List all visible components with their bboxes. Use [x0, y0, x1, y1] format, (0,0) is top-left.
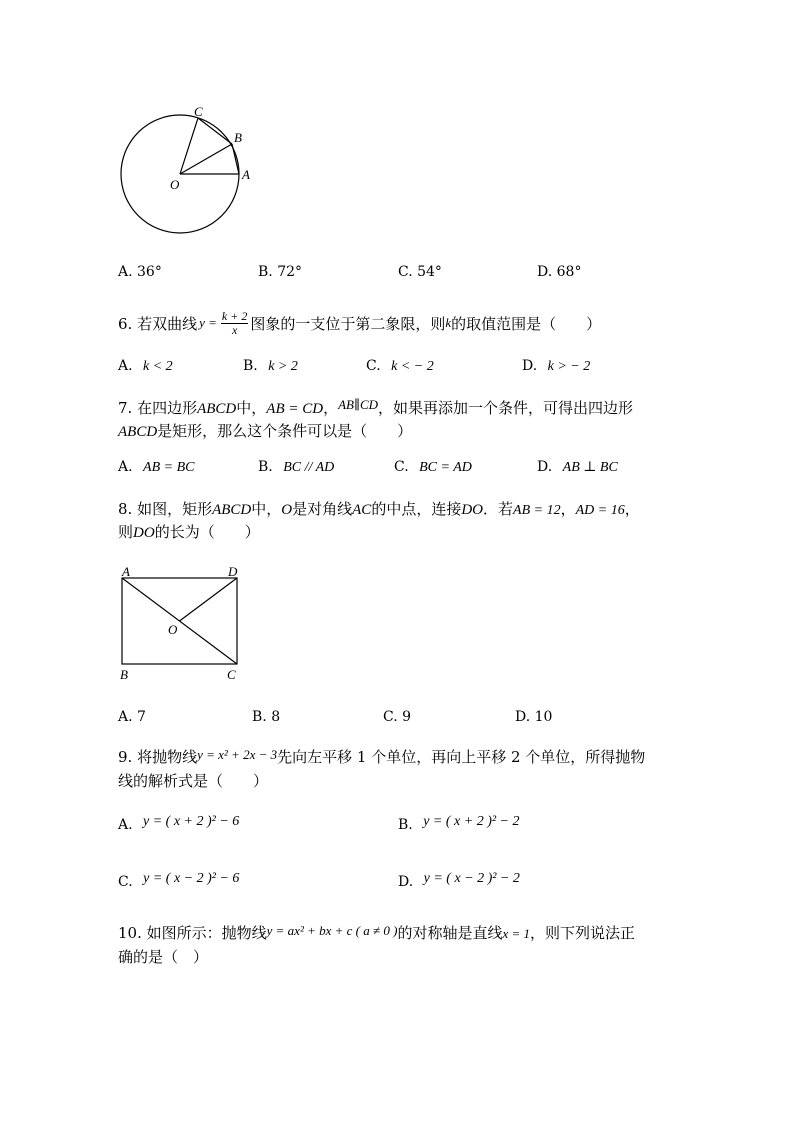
label-a: A [122, 564, 130, 579]
q5-option-a: A. 36° [118, 264, 162, 280]
q8-stem-line1: 8. 如图，矩形ABCD中，O是对角线AC的中点，连接DO．若AB = 12，AD = 16， [118, 500, 640, 518]
q7-option-d: D. AB ⊥ BC [537, 459, 618, 475]
q7-option-c: C. BC = AD [394, 459, 472, 475]
rectangle-figure [114, 562, 254, 686]
chord-ba [232, 144, 239, 174]
q9-option-a: A. y = ( x + 2 )² − 6 [118, 814, 240, 833]
q8-option-c: C. 9 [383, 709, 412, 725]
q9-stem-line1: 9. 将抛物线y = x² + 2x − 3先向左平移 1 个单位，再向上平移 2 个单位，所得抛物 [118, 747, 646, 766]
q10-stem-line1: 10. 如图所示：抛物线y = ax² + bx + c ( a ≠ 0 )的对称轴是直线x = 1，则下列说法正 [118, 923, 636, 942]
q7-stem-line1: 7. 在四边形ABCD中，AB = CD，AB∥CD，如果再添加一个条件，可得出四边形 [118, 397, 634, 417]
label-a: A [242, 167, 250, 182]
q8-option-a: A. 7 [118, 709, 146, 725]
q9-stem-line2: 线的解析式是（ ） [118, 772, 269, 790]
q6-fraction: $\frac{k + 2}{x}$ [221, 308, 248, 337]
label-c: C [227, 667, 236, 682]
q5-option-b: B. 72° [258, 264, 303, 280]
q6-option-a: A. k < 2 [118, 358, 173, 374]
q9-option-c: C. y = ( x − 2 )² − 6 [118, 871, 240, 890]
q8-option-d: D. 10 [515, 709, 553, 725]
q6-stem: 6. 若双曲线 y = $\frac{k + 2}{x}$ 图象的一支位于第二象限，则 k 的取值范围是（ ） [118, 308, 602, 337]
q6-option-b: B. k > 2 [243, 358, 298, 374]
q9-option-b: B. y = ( x + 2 )² − 2 [398, 814, 520, 833]
label-o: O [170, 177, 180, 192]
q10-stem-line2: 确的是（ ） [118, 948, 209, 966]
q5-option-c: C. 54° [398, 264, 442, 280]
label-b: B [120, 667, 128, 682]
label-b: B [234, 130, 242, 145]
segment-do [180, 578, 238, 621]
chord-cb [198, 118, 232, 144]
q8-stem-line2: 则DO的长为（ ） [118, 523, 260, 541]
q5-option-d: D. 68° [537, 264, 582, 280]
circle-figure [110, 100, 270, 240]
label-o: O [168, 622, 178, 637]
q6-option-c: C. k < − 2 [366, 358, 434, 374]
label-c: C [194, 104, 203, 119]
label-d: D [228, 564, 238, 579]
q7-option-b: B. BC // AD [258, 459, 335, 475]
q7-option-a: A. AB = BC [118, 459, 195, 475]
q6-option-d: D. k > − 2 [522, 358, 591, 374]
q9-option-d: D. y = ( x − 2 )² − 2 [398, 871, 520, 890]
q7-stem-line2: ABCD是矩形，那么这个条件可以是（ ） [118, 422, 413, 440]
q8-option-b: B. 8 [252, 709, 281, 725]
